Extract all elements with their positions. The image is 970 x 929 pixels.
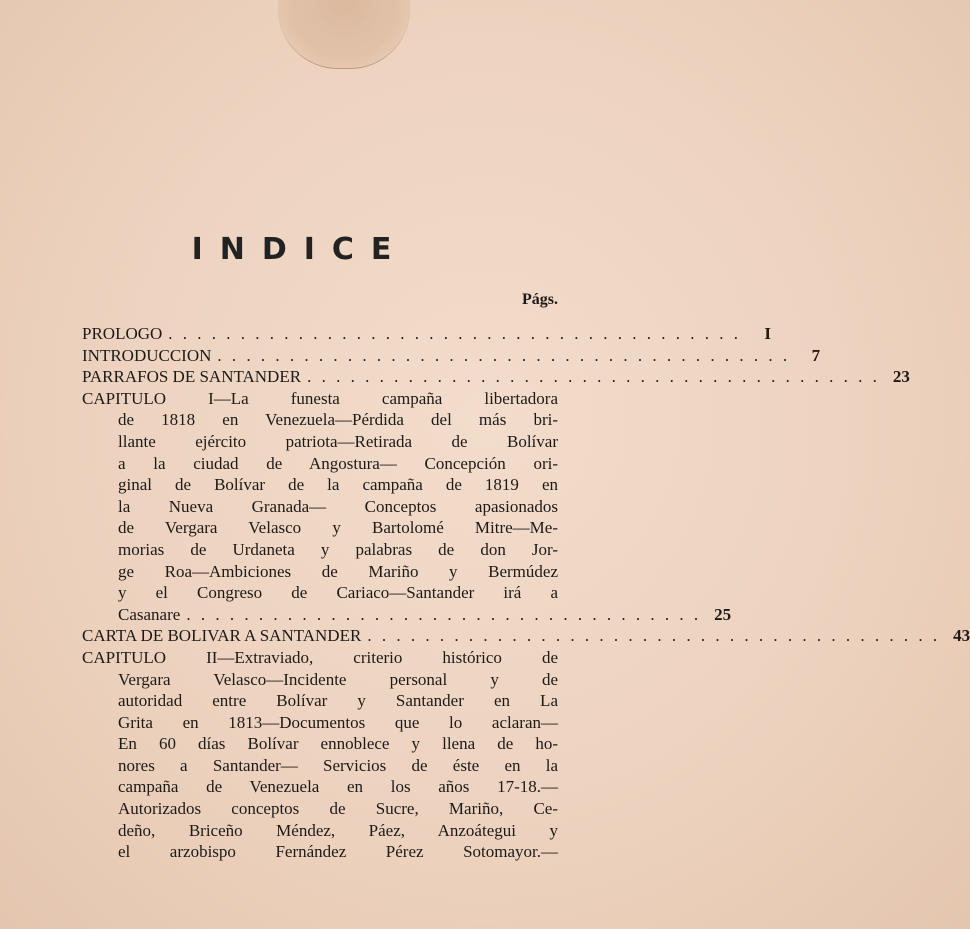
- toc-entry-line: En 60 días Bolívar ennoblece y llena de ho-: [118, 734, 558, 754]
- toc-entry-line: morias de Urdaneta y palabras de don Jor-: [118, 539, 558, 559]
- toc-entry-introduccion: [82, 345, 821, 367]
- toc-entry-line: CAPITULO II—Extraviado, criterio histórico de: [82, 647, 558, 667]
- pages-column-label: Págs.: [522, 291, 558, 308]
- toc-entry-line: ge Roa—Ambiciones de Mariño y Bermúdez: [118, 561, 558, 581]
- toc-entry-carta: [82, 625, 970, 647]
- toc-entry-page: 43: [953, 626, 970, 646]
- page-title: INDICE: [191, 232, 409, 267]
- toc-entry-last-line: [82, 604, 732, 626]
- toc-entry-line: CAPITULO I—La funesta campaña libertadora: [82, 388, 558, 408]
- leader-dots: . . . . . . . . . . . . . . . . . . . . . . . . . . . . . . . . . . . . . . . .: [217, 345, 791, 365]
- toc-entry-line: autoridad entre Bolívar y Santander en La: [118, 691, 558, 711]
- leader-dots: . . . . . . . . . . . . . . . . . . . . . . . . . . . . . . . . . . . .: [186, 604, 702, 624]
- toc-entry-line: Grita en 1813—Documentos que lo aclaran—: [118, 712, 558, 732]
- toc-entry-page: I: [764, 324, 772, 343]
- toc-entry-title: PARRAFOS DE SANTANDER: [82, 367, 302, 387]
- toc-entry-line: a la ciudad de Angostura— Concepción ori-: [118, 453, 558, 473]
- toc-entry-line: Vergara Velasco—Incidente personal y de: [118, 669, 558, 689]
- toc-entry-line: de Vergara Velasco y Bartolomé Mitre—Me-: [118, 518, 558, 538]
- toc-entry-line: deño, Briceño Méndez, Páez, Anzoátegui y: [118, 820, 558, 840]
- toc-entry-line: llante ejército patriota—Retirada de Bolívar: [118, 431, 558, 451]
- toc-entry-line: y el Congreso de Cariaco—Santander irá a: [118, 583, 558, 603]
- toc-entry-page: 23: [892, 367, 910, 387]
- toc-entry-capitulo-1: [82, 388, 732, 626]
- toc-entry-title: CARTA DE BOLIVAR A SANTANDER: [82, 626, 362, 646]
- leader-dots: . . . . . . . . . . . . . . . . . . . . . . . . . . . . . . . . . . . . . . . .: [367, 626, 941, 646]
- leader-dots: . . . . . . . . . . . . . . . . . . . . . . . . . . . . . . . . . . . . . . . .: [307, 367, 880, 387]
- toc-entry-title: INTRODUCCION: [82, 345, 212, 365]
- toc-entry-line: Casanare: [118, 604, 181, 624]
- toc-entry-line: la Nueva Granada— Conceptos apasionados: [118, 496, 558, 516]
- toc-entry-capitulo-2: [82, 647, 558, 863]
- toc-entry-line: campaña de Venezuela en los años 17-18.—: [118, 777, 558, 797]
- toc-entry-prologo: [82, 323, 772, 345]
- leader-dots: . . . . . . . . . . . . . . . . . . . . . . . . . . . . . . . . . . . . . . . .: [168, 324, 742, 343]
- toc-entry-title: PROLOGO: [82, 324, 163, 343]
- toc-entry-page: 25: [714, 604, 732, 624]
- toc-entry-line: nores a Santander— Servicios de éste en la: [118, 755, 558, 775]
- toc-entry-parrafos: [82, 366, 910, 388]
- toc-entry-page: 7: [811, 345, 821, 365]
- toc-entry-line: ginal de Bolívar de la campaña de 1819 en: [118, 475, 558, 495]
- toc-entry-line: de 1818 en Venezuela—Pérdida del más bri-: [118, 410, 558, 430]
- toc-entry-line: el arzobispo Fernández Pérez Sotomayor.—: [118, 842, 558, 862]
- table-of-contents: [82, 323, 970, 863]
- toc-entry-line: Autorizados conceptos de Sucre, Mariño, Ce-: [118, 799, 558, 819]
- paper-stain: [278, 0, 410, 69]
